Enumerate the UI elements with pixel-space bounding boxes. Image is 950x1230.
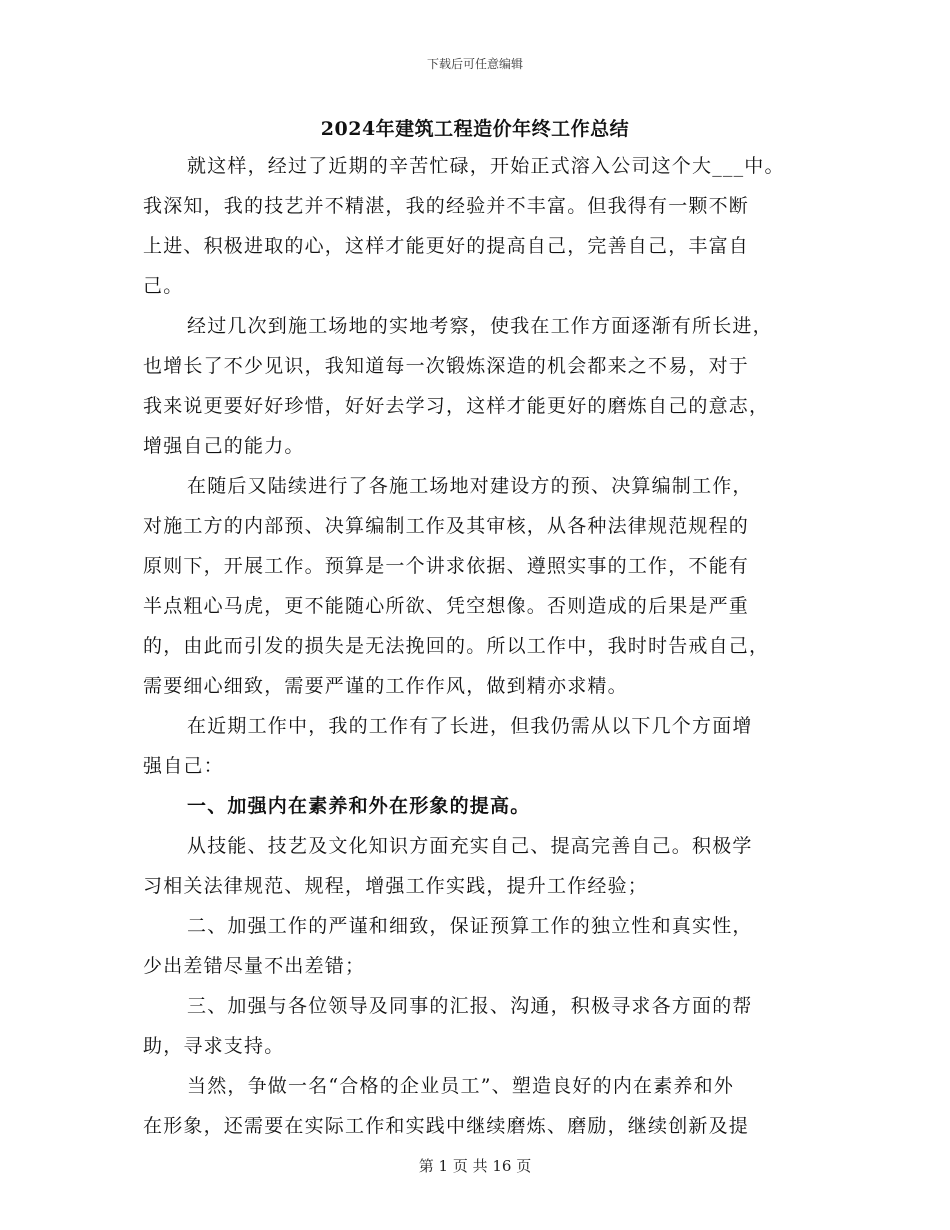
paragraph-line: 对施工方的内部预、决算编制工作及其审核，从各种法律规范规程的 [143,515,750,537]
header-note: 下载后可任意编辑 [426,57,523,71]
paragraph-line: 在形象，还需要在实际工作和实践中继续磨炼、磨励，继续创新及提 [143,1115,750,1137]
paragraph-line: 我深知，我的技艺并不精湛，我的经验并不丰富。但我得有一颗不断 [143,195,750,217]
section-heading: 一、加强内在素养和外在形象的提高。 [187,795,531,817]
paragraph-line: 己。 [143,275,184,297]
paragraph-line: 助，寻求支持。 [143,1035,285,1057]
paragraph-line: 在随后又陆续进行了各施工场地对建设方的预、决算编制工作， [187,475,753,497]
paragraph-line: 就这样，经过了近期的辛苦忙碌，开始正式溶入公司这个大___中。 [187,155,785,177]
paragraph-line: 二、加强工作的严谨和细致，保证预算工作的独立性和真实性， [187,915,753,937]
document-body [143,146,823,1146]
paragraph-line: 三、加强与各位领导及同事的汇报、沟通，积极寻求各方面的帮 [187,995,753,1017]
paragraph-line: 增强自己的能力。 [143,435,305,457]
paragraph-line: 当然，争做一名“合格的企业员工”、塑造良好的内在素养和外 [187,1075,735,1097]
paragraph-line: 少出差错尽量不出差错； [143,955,366,977]
paragraph-line: 上进、积极进取的心，这样才能更好的提高自己，完善自己，丰富自 [143,235,750,257]
paragraph-line: 强自己： [143,755,224,777]
paragraph-line: 的，由此而引发的损失是无法挽回的。所以工作中，我时时告戒自己， [143,635,770,657]
paragraph-line: 习相关法律规范、规程，增强工作实践，提升工作经验； [143,875,649,897]
paragraph-line: 也增长了不少见识，我知道每一次锻炼深造的机会都来之不易，对于 [143,355,750,377]
document-title: 2024年建筑工程造价年终工作总结 [320,118,630,140]
page-number: 第 1 页 共 16 页 [418,1157,532,1175]
paragraph-line: 我来说更要好好珍惜，好好去学习，这样才能更好的磨炼自己的意志， [143,395,770,417]
paragraph-line: 需要细心细致，需要严谨的工作作风，做到精亦求精。 [143,675,628,697]
paragraph-line: 从技能、技艺及文化知识方面充实自己、提高完善自己。积极学 [187,835,753,857]
paragraph-line: 在近期工作中，我的工作有了长进，但我仍需从以下几个方面增 [187,715,753,737]
paragraph-line: 原则下，开展工作。预算是一个讲求依据、遵照实事的工作，不能有 [143,555,750,577]
paragraph-line: 半点粗心马虎，更不能随心所欲、凭空想像。否则造成的后果是严重 [143,595,750,617]
paragraph-line: 经过几次到施工场地的实地考察，使我在工作方面逐渐有所长进， [187,315,773,337]
